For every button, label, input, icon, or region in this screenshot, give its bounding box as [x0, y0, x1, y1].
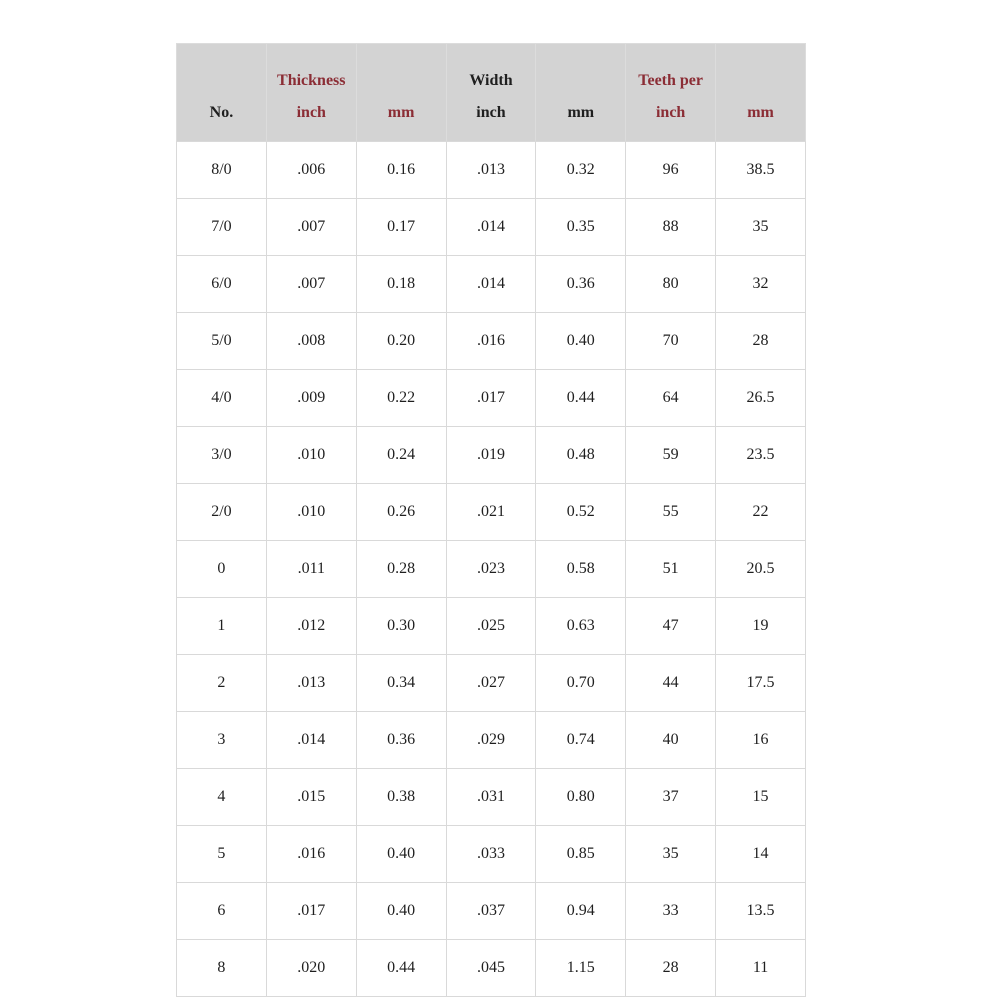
- table-cell-width-inch: .017: [446, 370, 536, 427]
- header-label: inch: [655, 104, 686, 121]
- table-row: [177, 484, 806, 541]
- table-cell-teeth-mm: 32: [716, 256, 806, 313]
- table-cell-teeth-per-inch: 35: [626, 826, 716, 883]
- table-cell-width-inch: .021: [446, 484, 536, 541]
- header-cell-teeth-mm: [716, 44, 806, 142]
- table-cell-width-mm: 0.48: [536, 427, 626, 484]
- header-label: mm: [567, 104, 595, 121]
- table-row: [177, 199, 806, 256]
- table-cell-width-inch: .045: [446, 940, 536, 997]
- table-row: [177, 769, 806, 826]
- table-cell-thickness-inch: .011: [266, 541, 356, 598]
- table-cell-width-mm: 0.74: [536, 712, 626, 769]
- table-cell-width-inch: .013: [446, 142, 536, 199]
- table-cell-width-inch: .023: [446, 541, 536, 598]
- table-cell-width-inch: .037: [446, 883, 536, 940]
- table-cell-no: 6/0: [177, 256, 267, 313]
- table-cell-width-inch: .014: [446, 256, 536, 313]
- table-cell-no: 6: [177, 883, 267, 940]
- table-cell-teeth-per-inch: 80: [626, 256, 716, 313]
- table-cell-width-inch: .025: [446, 598, 536, 655]
- table-cell-thickness-mm: 0.34: [356, 655, 446, 712]
- table-cell-teeth-mm: 38.5: [716, 142, 806, 199]
- table-cell-thickness-mm: 0.18: [356, 256, 446, 313]
- table-cell-thickness-inch: .006: [266, 142, 356, 199]
- table-cell-teeth-mm: 17.5: [716, 655, 806, 712]
- table-cell-thickness-inch: .012: [266, 598, 356, 655]
- table-cell-teeth-per-inch: 40: [626, 712, 716, 769]
- table-cell-teeth-per-inch: 51: [626, 541, 716, 598]
- table-cell-teeth-mm: 26.5: [716, 370, 806, 427]
- table-row: [177, 427, 806, 484]
- table-cell-no: 2/0: [177, 484, 267, 541]
- table-cell-teeth-per-inch: 47: [626, 598, 716, 655]
- table-row: [177, 256, 806, 313]
- table-cell-thickness-inch: .010: [266, 484, 356, 541]
- table-row: [177, 142, 806, 199]
- saw-blade-specs-table: [176, 43, 806, 997]
- table-cell-thickness-mm: 0.30: [356, 598, 446, 655]
- table-cell-teeth-mm: 35: [716, 199, 806, 256]
- table-cell-thickness-mm: 0.24: [356, 427, 446, 484]
- table-cell-width-mm: 1.15: [536, 940, 626, 997]
- table-row: [177, 598, 806, 655]
- header-cell-width-mm: [536, 44, 626, 142]
- header-label: Width: [469, 72, 513, 89]
- table-cell-thickness-inch: .007: [266, 256, 356, 313]
- table-cell-thickness-inch: .007: [266, 199, 356, 256]
- header-label: Thickness: [277, 72, 346, 89]
- table-cell-width-mm: 0.63: [536, 598, 626, 655]
- table-cell-no: 3: [177, 712, 267, 769]
- table-row: [177, 826, 806, 883]
- table-cell-teeth-mm: 15: [716, 769, 806, 826]
- header-cell-thickness-mm: [356, 44, 446, 142]
- header-cell-teeth-per-inch: [626, 44, 716, 142]
- table-cell-teeth-mm: 19: [716, 598, 806, 655]
- table-cell-thickness-inch: .009: [266, 370, 356, 427]
- table-cell-width-inch: .029: [446, 712, 536, 769]
- table-cell-thickness-mm: 0.28: [356, 541, 446, 598]
- table-cell-thickness-mm: 0.22: [356, 370, 446, 427]
- table-cell-thickness-inch: .010: [266, 427, 356, 484]
- header-label: inch: [296, 104, 326, 121]
- table-cell-teeth-mm: 16: [716, 712, 806, 769]
- table-cell-teeth-per-inch: 70: [626, 313, 716, 370]
- table-cell-width-mm: 0.85: [536, 826, 626, 883]
- table-cell-width-mm: 0.44: [536, 370, 626, 427]
- table-cell-no: 4: [177, 769, 267, 826]
- table-cell-teeth-mm: 11: [716, 940, 806, 997]
- table-cell-thickness-mm: 0.40: [356, 883, 446, 940]
- table-body: [177, 142, 806, 997]
- table-cell-no: 5/0: [177, 313, 267, 370]
- table-row: [177, 883, 806, 940]
- header-label: Teeth per: [638, 72, 703, 89]
- table-cell-width-mm: 0.94: [536, 883, 626, 940]
- table-cell-thickness-mm: 0.20: [356, 313, 446, 370]
- table-cell-width-inch: .019: [446, 427, 536, 484]
- table-cell-teeth-per-inch: 55: [626, 484, 716, 541]
- table-cell-width-mm: 0.35: [536, 199, 626, 256]
- header-row: [177, 44, 806, 142]
- table-cell-no: 8/0: [177, 142, 267, 199]
- table-cell-teeth-per-inch: 64: [626, 370, 716, 427]
- table-cell-thickness-inch: .015: [266, 769, 356, 826]
- table-cell-thickness-mm: 0.44: [356, 940, 446, 997]
- header-label: inch: [476, 104, 506, 121]
- table-cell-teeth-mm: 13.5: [716, 883, 806, 940]
- table-row: [177, 940, 806, 997]
- table-cell-width-mm: 0.70: [536, 655, 626, 712]
- table-row: [177, 370, 806, 427]
- header-cell-no: [177, 44, 267, 142]
- table-cell-teeth-mm: 28: [716, 313, 806, 370]
- table-cell-thickness-mm: 0.40: [356, 826, 446, 883]
- table-cell-thickness-mm: 0.36: [356, 712, 446, 769]
- table-row: [177, 712, 806, 769]
- table-cell-thickness-inch: .008: [266, 313, 356, 370]
- table-cell-thickness-mm: 0.17: [356, 199, 446, 256]
- header-cell-thickness-inch: [266, 44, 356, 142]
- table-cell-thickness-inch: .017: [266, 883, 356, 940]
- table-cell-teeth-mm: 22: [716, 484, 806, 541]
- table-cell-no: 1: [177, 598, 267, 655]
- table-cell-no: 0: [177, 541, 267, 598]
- table-cell-no: 8: [177, 940, 267, 997]
- table-cell-teeth-mm: 14: [716, 826, 806, 883]
- table-cell-teeth-per-inch: 59: [626, 427, 716, 484]
- table-cell-width-mm: 0.40: [536, 313, 626, 370]
- table-row: [177, 313, 806, 370]
- table-header: [177, 44, 806, 142]
- table-cell-thickness-inch: .020: [266, 940, 356, 997]
- table-cell-thickness-mm: 0.26: [356, 484, 446, 541]
- table-cell-width-inch: .016: [446, 313, 536, 370]
- header-label: mm: [387, 104, 415, 121]
- table-cell-teeth-per-inch: 33: [626, 883, 716, 940]
- table-cell-thickness-inch: .016: [266, 826, 356, 883]
- table-cell-width-inch: .027: [446, 655, 536, 712]
- table-cell-width-mm: 0.80: [536, 769, 626, 826]
- table-cell-teeth-per-inch: 37: [626, 769, 716, 826]
- table-cell-width-mm: 0.58: [536, 541, 626, 598]
- table-cell-thickness-inch: .013: [266, 655, 356, 712]
- table-cell-teeth-mm: 23.5: [716, 427, 806, 484]
- table-cell-teeth-per-inch: 88: [626, 199, 716, 256]
- table-cell-teeth-per-inch: 96: [626, 142, 716, 199]
- table-cell-width-mm: 0.52: [536, 484, 626, 541]
- table-cell-no: 3/0: [177, 427, 267, 484]
- table-cell-width-inch: .033: [446, 826, 536, 883]
- table-cell-thickness-mm: 0.38: [356, 769, 446, 826]
- table-cell-teeth-per-inch: 44: [626, 655, 716, 712]
- table-cell-teeth-per-inch: 28: [626, 940, 716, 997]
- table-row: [177, 541, 806, 598]
- table-cell-width-inch: .014: [446, 199, 536, 256]
- table-cell-width-mm: 0.36: [536, 256, 626, 313]
- table-cell-thickness-inch: .014: [266, 712, 356, 769]
- table-row: [177, 655, 806, 712]
- table-cell-width-mm: 0.32: [536, 142, 626, 199]
- table-cell-no: 4/0: [177, 370, 267, 427]
- table-cell-no: 7/0: [177, 199, 267, 256]
- header-label: mm: [747, 104, 774, 121]
- header-label: No.: [209, 104, 234, 121]
- header-cell-width-inch: [446, 44, 536, 142]
- table-cell-teeth-mm: 20.5: [716, 541, 806, 598]
- table-cell-no: 5: [177, 826, 267, 883]
- table-cell-width-inch: .031: [446, 769, 536, 826]
- table-cell-thickness-mm: 0.16: [356, 142, 446, 199]
- table-cell-no: 2: [177, 655, 267, 712]
